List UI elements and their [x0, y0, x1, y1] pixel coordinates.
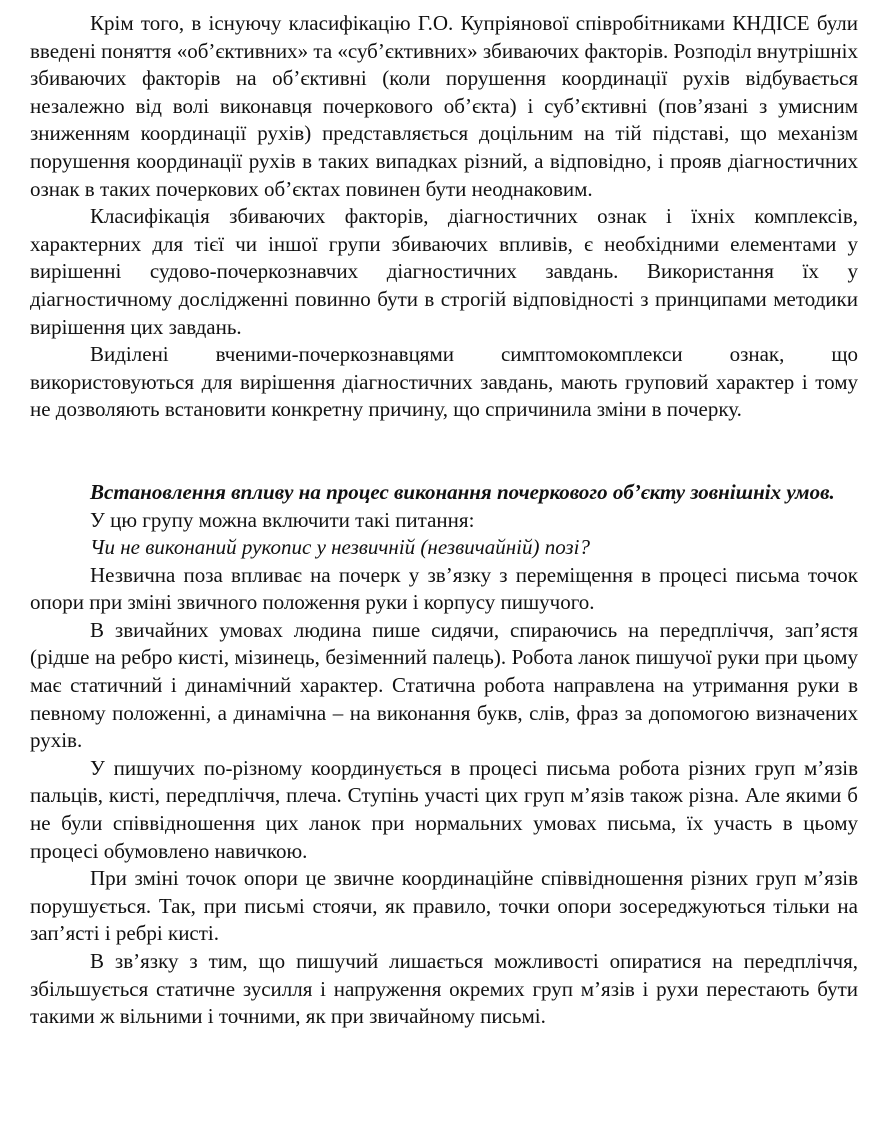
section-heading: Встановлення впливу на процес виконання почеркового об’єкту зовнішніх умов. [90, 479, 835, 504]
paragraph: Незвична поза впливає на почерк у зв’язку з переміщення в процесі письма точок опори при зміні звичного положення руки і корпусу пишучого. [30, 562, 858, 615]
paragraph: В звичайних умовах людина пише сидячи, спираючись на передпліччя, зап’ястя (рідше на ребро кисті, мізинець, безіменний палець). Робота ланок пишучої руки при цьому має статичний і динамічний характер. Статична робота направлена на утримання руки в певному положенні, а динамічна – на виконання букв, слів, фраз за допомогою визначених рухів. [30, 617, 858, 753]
paragraph: Крім того, в існуючу класифікацію Г.О. Купріянової співробітниками КНДІСЕ були введені поняття «об’єктивних» та «суб’єктивних» збиваючих факторів. Розподіл внутрішніх збиваючих факторів на об’єктивні (коли порушення координації рухів відбувається незалежно від волі виконавця почеркового об’єкта) і суб’єктивні (пов’язані з умисним зниженням координації рухів) представляється доцільним на тій підставі, що механізм порушення координації рухів в таких випадках різний, а відповідно, і прояв діагностичних ознак в таких почеркових об’єктах повинен бути неоднаковим. [30, 11, 858, 201]
paragraph: Виділені вченими-почеркознавцями симптомокомплекси ознак, що використовуються для вирішення діагностичних завдань, мають груповий характер і тому не дозволяють встановити конкретну причину, що спричинила зміни в почерку. [30, 342, 858, 422]
document-page [30, 10, 858, 1031]
paragraph: При зміні точок опори це звичне координаційне співвідношення різних груп м’язів порушується. Так, при письмі стоячи, як правило, точки опори зосереджуються тільки на зап’ясті і ребрі кисті. [30, 866, 858, 946]
section-spacer [30, 424, 858, 479]
section-intro: У цю групу можна включити такі питання: [90, 507, 475, 532]
paragraph: В зв’язку з тим, що пишучий лишається можливості опиратися на передпліччя, збільшується статичне зусилля і напруження окремих груп м’язів і рухи перестають бути такими ж вільними і точними, як при звичайному письмі. [30, 949, 858, 1029]
paragraph: Класифікація збиваючих факторів, діагностичних ознак і їхніх комплексів, характерних для тієї чи іншої групи збиваючих впливів, є необхідними елементами у вирішенні судово-почеркознавчих діагностичних завдань. Використання їх у діагностичному дослідженні повинно бути в строгій відповідності з принципами методики вирішення цих завдань. [30, 204, 858, 339]
paragraph: У пишучих по-різному координується в процесі письма робота різних груп м’язів пальців, кисті, передпліччя, плеча. Ступінь участі цих груп м’язів також різна. Але якими б не були співвідношення цих ланок при нормальних умовах письма, їх участь в цьому процесі обумовлено навичкою. [30, 755, 858, 863]
section-question: Чи не виконаний рукопис у незвичній (незвичайній) позі? [90, 535, 590, 560]
